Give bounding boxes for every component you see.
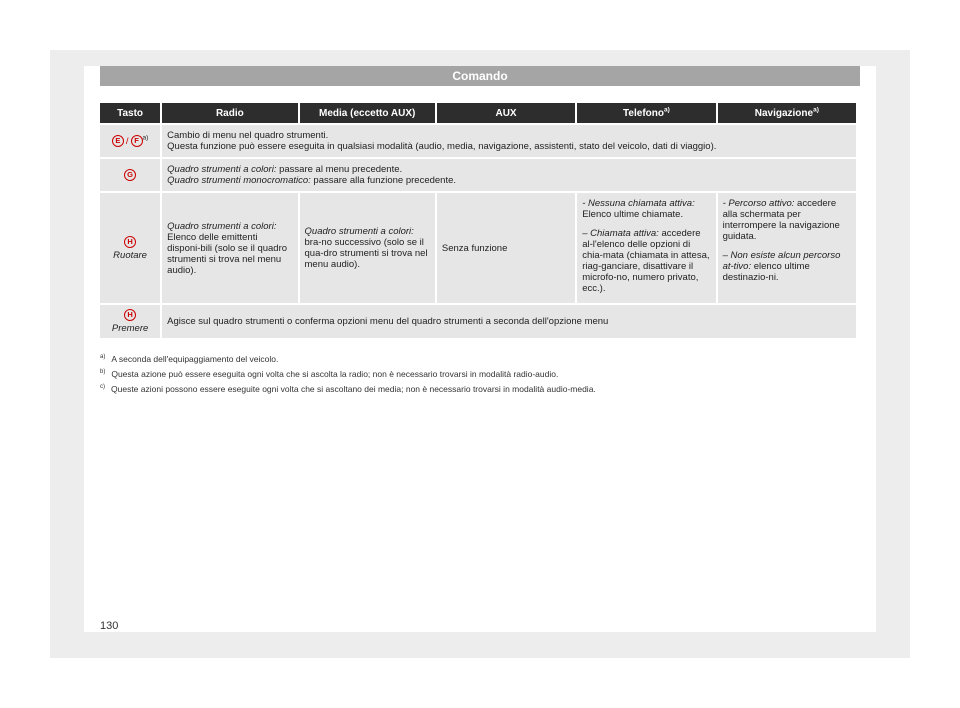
- table-row: [100, 125, 856, 157]
- telefono-cell: - Nessuna chiamata attiva: Elenco ultime chiamate. – Chiamata attiva: accedere al-l'elenco delle opzioni di chia-mata (chiamata in attesa, riag-ganciare, disattivare il microfo-no, numero privato, ecc.).: [577, 193, 715, 303]
- footnote: $^{c)}$ Queste azioni possono essere eseguite ogni volta che si ascoltano dei media; non è necessario trovarsi in modalità audio-media.: [100, 384, 596, 394]
- key-e-icon: E: [112, 135, 124, 147]
- table-row: [100, 159, 856, 191]
- media-cell: Quadro strumenti a colori: bra-no successivo (solo se il qua-dro strumenti si trova nel menu audio).: [300, 193, 435, 303]
- section-title: Comando: [100, 66, 860, 86]
- table-row: [100, 305, 856, 338]
- key-action-label: Ruotare: [113, 249, 147, 261]
- header-telefono: Telefono$^{a)}$: [577, 103, 715, 123]
- footnotes: [100, 352, 860, 397]
- table-row: [100, 193, 856, 303]
- radio-cell: Quadro strumenti a colori: Elenco delle emittenti disponi-bili (solo se il quadro strumenti si trova nel menu audio).: [162, 193, 297, 303]
- description-cell: Quadro strumenti a colori: passare al menu precedente. Quadro strumenti monocromatico: passare alla funzione precedente.: [162, 159, 856, 191]
- key-h-icon: H: [124, 236, 136, 248]
- header-tasto: Tasto: [100, 103, 160, 123]
- description-cell: Agisce sul quadro strumenti o conferma opzioni menu del quadro strumenti a seconda dell'opzione menu: [162, 305, 856, 338]
- footnote: $^{a)}$ A seconda dell'equipaggiamento del veicolo.: [100, 354, 279, 364]
- header-navigazione: Navigazione$^{a)}$: [718, 103, 856, 123]
- key-action-label: Premere: [111, 323, 149, 334]
- header-radio: Radio: [162, 103, 297, 123]
- key-cell: E / F $^{a)}$: [100, 125, 160, 157]
- key-cell: [100, 305, 160, 338]
- key-h-icon: H: [124, 309, 136, 321]
- footnote: $^{b)}$ Questa azione può essere eseguita ogni volta che si ascolta la radio; non è necessario trovarsi in modalità radio-audio.: [100, 369, 559, 379]
- table-header-row: [100, 103, 856, 123]
- description-cell: Cambio di menu nel quadro strumenti. Questa funzione può essere eseguita in qualsiasi modalità (audio, media, navigazione, assistenti, stato del veicolo, dati di viaggio).: [162, 125, 856, 157]
- navigazione-cell: - Percorso attivo: accedere alla schermata per interrompere la navigazione guidata. – Non esiste alcun percorso at-tivo: elenco ultime destinazio-ni.: [718, 193, 856, 303]
- header-aux: AUX: [437, 103, 575, 123]
- page-number: 130: [100, 620, 119, 632]
- controls-table: [98, 101, 858, 340]
- key-g-icon: G: [124, 169, 136, 181]
- header-media: Media (eccetto AUX): [300, 103, 435, 123]
- key-cell: [100, 159, 160, 191]
- key-f-icon: F: [131, 135, 143, 147]
- key-cell: [100, 193, 160, 303]
- aux-cell: Senza funzione: [437, 193, 575, 303]
